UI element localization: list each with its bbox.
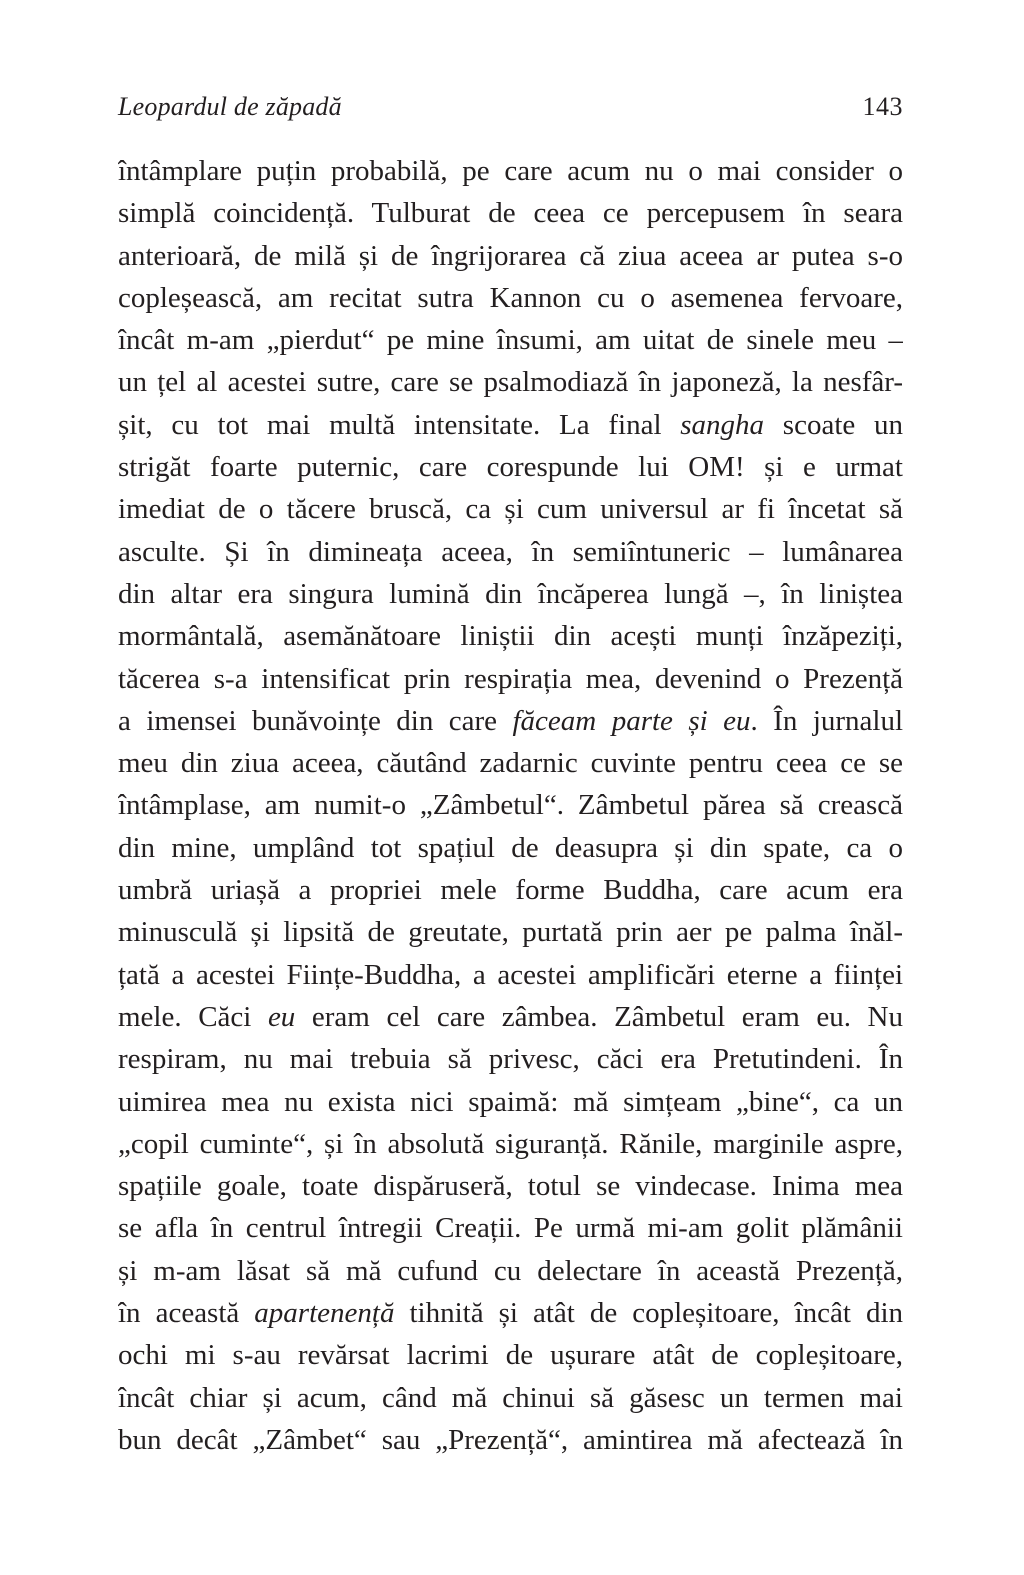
line-text: din altar era singura lumină din încăperea lungă –, în liniștea — [118, 577, 903, 610]
italic-emphasis: făceam parte și eu — [512, 704, 751, 737]
text-line — [118, 404, 903, 446]
line-text: spațiile goale, toate dispăruseră, totul se vindecase. Inima mea — [118, 1170, 903, 1203]
line-text: mele. Căci — [118, 1000, 268, 1033]
line-text: copleșească, am recitat sutra Kannon cu o asemenea fervoare, — [118, 281, 903, 314]
line-text: respiram, nu mai trebuia să privesc, căci era Pretutindeni. În — [118, 1043, 903, 1076]
text-line — [118, 954, 903, 996]
text-line — [118, 1419, 903, 1461]
text-line — [118, 700, 903, 742]
page-number: 143 — [862, 92, 903, 121]
running-title: Leopardul de zăpadă — [118, 92, 342, 121]
line-text: un țel al acestei sutre, care se psalmodiază în japoneză, la nesfâr- — [118, 366, 903, 399]
line-text: mormântală, asemănătoare liniștii din acești munți înzăpeziți, — [118, 620, 903, 653]
text-line — [118, 192, 903, 234]
text-line — [118, 1165, 903, 1207]
line-text: . În jurnalul — [750, 704, 903, 737]
body-text — [118, 150, 903, 1461]
text-line — [118, 658, 903, 700]
line-text: tăcerea s-a intensificat prin respirația mea, devenind o Prezență — [118, 662, 903, 695]
text-line — [118, 1123, 903, 1165]
text-line — [118, 150, 903, 192]
text-line — [118, 361, 903, 403]
line-text: încât m-am „pierdut“ pe mine însumi, am uitat de sinele meu – — [118, 324, 903, 357]
line-text: țată a acestei Ființe-Buddha, a acestei amplificări eterne a ființei — [118, 958, 903, 991]
line-text: ochi mi s-au revărsat lacrimi de ușurare atât de copleșitoare, — [118, 1339, 903, 1372]
text-line — [118, 911, 903, 953]
line-text: șit, cu tot mai multă intensitate. La final — [118, 408, 681, 441]
text-line — [118, 531, 903, 573]
text-line — [118, 235, 903, 277]
text-line — [118, 488, 903, 530]
italic-emphasis: apartenență — [254, 1297, 395, 1330]
italic-emphasis: sangha — [680, 408, 765, 441]
running-header — [118, 90, 903, 124]
line-text: uimirea mea nu exista nici spaimă: mă simțeam „bine“, ca un — [118, 1085, 903, 1118]
line-text: strigăt foarte puternic, care corespunde lui OM! și e urmat — [118, 451, 903, 484]
text-line — [118, 742, 903, 784]
line-text: se afla în centrul întregii Creații. Pe urmă mi-am golit plămânii — [118, 1212, 903, 1245]
line-text: a imensei bunăvoințe din care — [118, 704, 513, 737]
italic-emphasis: eu — [267, 1000, 296, 1033]
text-line — [118, 277, 903, 319]
text-line — [118, 1292, 903, 1334]
line-text: scoate un — [764, 408, 903, 441]
line-text: asculte. Și în dimineața aceea, în semiîntuneric – lumânarea — [118, 535, 903, 568]
line-text: simplă coincidență. Tulburat de ceea ce percepusem în seara — [118, 197, 903, 230]
line-text: tihnită și atât de copleșitoare, încât din — [394, 1297, 903, 1330]
text-line — [118, 319, 903, 361]
text-line — [118, 573, 903, 615]
line-text: întâmplase, am numit-o „Zâmbetul“. Zâmbetul părea să crească — [118, 789, 903, 822]
text-line — [118, 784, 903, 826]
line-text: imediat de o tăcere bruscă, ca și cum universul ar fi încetat să — [118, 493, 903, 526]
text-line — [118, 615, 903, 657]
line-text: eram cel care zâmbea. Zâmbetul eram eu. Nu — [295, 1000, 903, 1033]
line-text: meu din ziua aceea, căutând zadarnic cuvinte pentru ceea ce se — [118, 747, 903, 780]
line-text: minusculă și lipsită de greutate, purtată prin aer pe palma înăl- — [118, 916, 903, 949]
text-line — [118, 827, 903, 869]
text-line — [118, 446, 903, 488]
line-text: „copil cuminte“, și în absolută siguranță. Rănile, marginile aspre, — [118, 1127, 903, 1160]
line-text: în această — [118, 1297, 255, 1330]
line-text: umbră uriașă a propriei mele forme Buddha, care acum era — [118, 874, 903, 907]
text-line — [118, 1207, 903, 1249]
text-line — [118, 996, 903, 1038]
line-text: și m-am lăsat să mă cufund cu delectare în această Prezență, — [118, 1254, 903, 1287]
line-text: anterioară, de milă și de îngrijorarea că ziua aceea ar putea s-o — [118, 239, 903, 272]
line-text: întâmplare puțin probabilă, pe care acum nu o mai consider o — [118, 155, 903, 187]
text-line — [118, 1334, 903, 1376]
line-text: din mine, umplând tot spațiul de deasupra și din spate, ca o — [118, 831, 903, 864]
line-text: bun decât „Zâmbet“ sau „Prezență“, amintirea mă afectează în — [118, 1423, 903, 1456]
line-text: încât chiar și acum, când mă chinui să găsesc un termen mai — [118, 1381, 903, 1414]
text-line — [118, 1250, 903, 1292]
text-line — [118, 1038, 903, 1080]
text-line — [118, 869, 903, 911]
text-line — [118, 1377, 903, 1419]
text-line — [118, 1081, 903, 1123]
